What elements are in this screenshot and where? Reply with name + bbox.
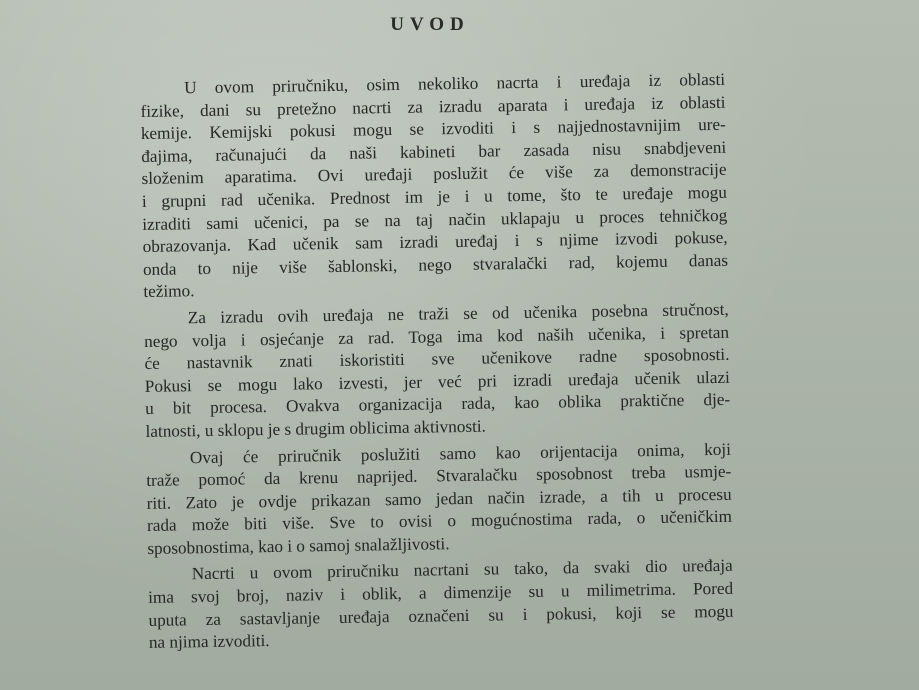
- paragraph-2: [144, 299, 731, 444]
- text-line: u bit procesa. Ovakva organizacija rada, kao oblika praktične dje-: [145, 390, 731, 419]
- text-line: U ovom priručniku, osim nekoliko nacrta i uređaja iz oblasti: [184, 69, 726, 98]
- text-line: uputa za sastavljanje uređaja označeni su i pokusi, koji se mogu: [148, 601, 734, 630]
- text-line: težimo.: [143, 281, 195, 302]
- text-line: latnosti, u sklopu je s drugim oblicima aktivnosti.: [145, 416, 487, 441]
- text-line: fizike, dani su pretežno nacrti za izradu aparata i uređaja iz oblasti: [140, 92, 726, 121]
- paragraph-1: [140, 69, 728, 304]
- text-line: onda to nije više šablonski, nego stvaralački rad, kojemu danas: [142, 250, 729, 279]
- text-line: rada može biti više. Sve to ovisi o mogućnostima rada, o učeničkim: [146, 507, 733, 536]
- paragraph-3: [146, 438, 733, 560]
- text-line: obrazovanja. Kad učenik sam izradi uređaj i s njime izvodi pokuse,: [142, 227, 728, 257]
- text-line: traže pomoć da krenu naprijed. Stvaralačku sposobnost treba usmje-: [146, 461, 732, 491]
- text-line: na njima izvoditi.: [148, 631, 270, 653]
- text-line: Ovaj će priručnik poslužiti samo kao orijentacija onima, koji: [189, 439, 732, 467]
- text-line: ima svoj broj, naziv i oblik, a dimenzije su u milimetrima. Pored: [148, 578, 734, 607]
- paragraph-4: [148, 555, 734, 655]
- text-line: kemije. Kemijski pokusi mogu se izvoditi i s najjednostavnijim ure-: [140, 114, 726, 144]
- text-line: Pokusi se mogu lako izvesti, jer već pri izradi uređaja učenik ulazi: [144, 367, 730, 396]
- text-line: đajima, računajući da naši kabineti bar zasada nisu snabdjeveni: [141, 137, 727, 166]
- text-line: Za izradu ovih uređaja ne traži se od učenika posebna stručnost,: [187, 299, 729, 328]
- text-line: sposobnostima, kao i o samoj snalažljivosti.: [147, 534, 450, 558]
- text-line: izraditi sami učenici, pa se na taj način uklapaju u proces tehničkog: [142, 205, 728, 234]
- body-text: [140, 69, 734, 659]
- page-title: UVOD: [390, 14, 470, 35]
- text-line: će nastavnik znati iskoristiti sve učenikove radne sposobnosti.: [144, 344, 730, 374]
- text-line: složenim aparatima. Ovi uređaji poslužit će više za demonstracije: [141, 160, 727, 189]
- text-line: nego volja i osjećanje za rad. Toga ima kod naših učenika, i spretan: [143, 322, 730, 351]
- text-line: i grupni rad učenika. Prednost im je i u tome, što te uređaje mogu: [141, 182, 728, 211]
- text-line: riti. Zato je ovdje prikazan samo jedan način izrade, a tih u procesu: [146, 484, 732, 513]
- text-line: Nacrti u ovom priručniku nacrtani su tako, da svaki dio uređaja: [191, 556, 733, 584]
